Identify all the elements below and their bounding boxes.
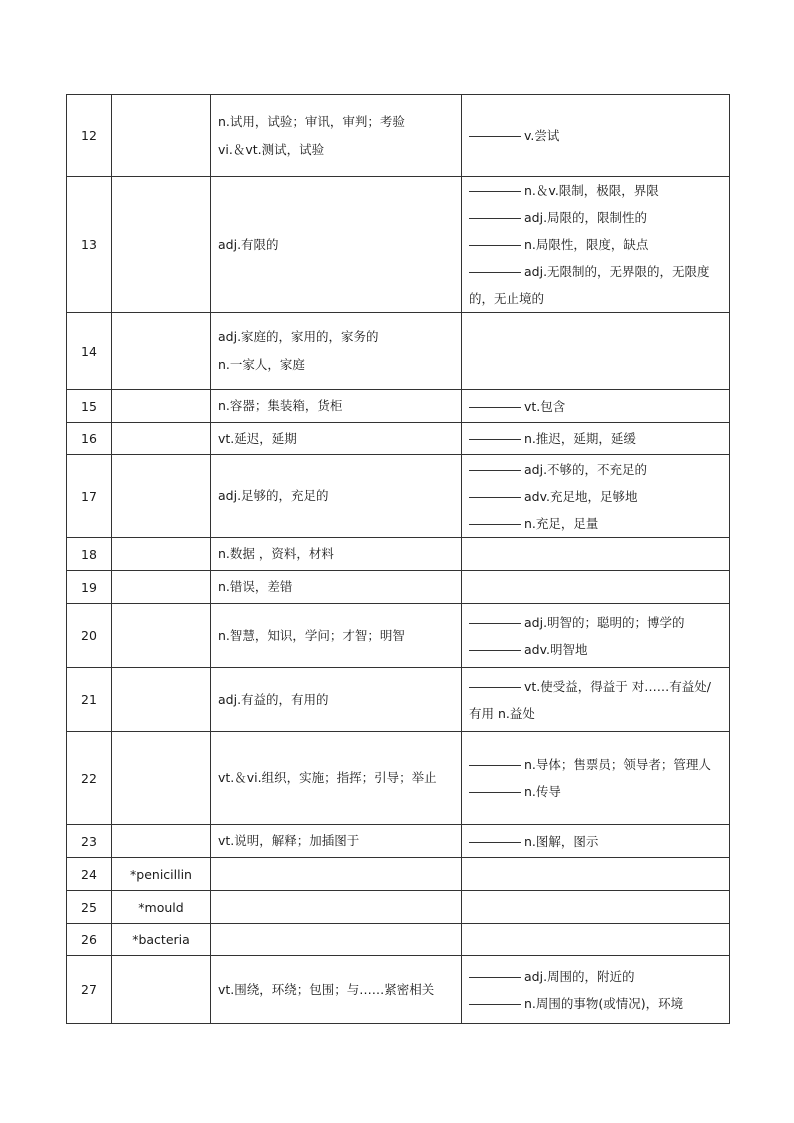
- word-cell: [112, 956, 211, 1024]
- meaning-line: adj.有益的，有用的: [218, 691, 329, 707]
- table-row: [67, 956, 730, 1024]
- meaning-cell: [211, 732, 462, 825]
- derivatives-cell: [462, 825, 730, 858]
- word-cell: *bacteria: [112, 924, 211, 956]
- derivatives-cell: [462, 571, 730, 604]
- answer-blank[interactable]: [469, 976, 521, 978]
- derivative-text: adv.充足地，足够地: [524, 488, 638, 504]
- derivatives-cell: [462, 956, 730, 1024]
- meaning-cell: [211, 956, 462, 1024]
- meaning-cell: [211, 924, 462, 956]
- meaning-cell: [211, 390, 462, 423]
- derivative-text: n.充足，足量: [524, 515, 599, 531]
- answer-blank[interactable]: [469, 1003, 521, 1005]
- row-number: 27: [67, 956, 112, 1024]
- derivative-text: n.推迟，延期，延缓: [524, 431, 636, 446]
- row-number: 18: [67, 538, 112, 571]
- derivatives-cell: [462, 924, 730, 956]
- answer-blank[interactable]: [469, 469, 521, 471]
- table-row: [67, 668, 730, 732]
- derivative-line: [469, 456, 722, 483]
- answer-blank[interactable]: [469, 841, 521, 843]
- answer-blank[interactable]: [469, 217, 521, 219]
- meaning-line: n.错误，差错: [218, 579, 293, 594]
- row-number: 19: [67, 571, 112, 604]
- derivatives-cell: [462, 177, 730, 313]
- derivative-text: n.＆v.限制，极限，界限: [524, 183, 659, 198]
- table-row: [67, 423, 730, 455]
- meaning-cell: [211, 313, 462, 390]
- derivatives-cell: [462, 538, 730, 571]
- row-number: 12: [67, 95, 112, 177]
- derivative-line: [469, 673, 722, 727]
- table-row: [67, 891, 730, 924]
- row-number: 21: [67, 668, 112, 732]
- derivatives-cell: [462, 423, 730, 455]
- derivative-text: adj.不够的，不充足的: [524, 461, 648, 477]
- row-number: 16: [67, 423, 112, 455]
- derivative-text: n.局限性，限度，缺点: [524, 237, 649, 252]
- row-number: 14: [67, 313, 112, 390]
- derivative-line: [469, 828, 722, 855]
- derivative-line: [469, 636, 722, 663]
- meaning-line: n.智慧，知识，学问；才智；明智: [218, 627, 405, 643]
- derivative-text: adv.明智地: [524, 641, 588, 657]
- table-row: [67, 390, 730, 423]
- meaning-cell: [211, 538, 462, 571]
- derivative-line: [469, 122, 722, 149]
- answer-blank[interactable]: [469, 244, 521, 246]
- table-row: [67, 571, 730, 604]
- meaning-line: vt.延迟，延期: [218, 430, 297, 446]
- meaning-line: vt.围绕，环绕；包围；与……紧密相关: [218, 981, 435, 997]
- answer-blank[interactable]: [469, 523, 521, 525]
- answer-blank[interactable]: [469, 190, 521, 192]
- answer-blank[interactable]: [469, 622, 521, 624]
- table-row: [67, 604, 730, 668]
- row-number: 13: [67, 177, 112, 313]
- meaning-line: vt.说明，解释；加插图于: [218, 833, 360, 848]
- answer-blank[interactable]: [469, 135, 521, 137]
- word-cell: *mould: [112, 891, 211, 924]
- meaning-cell: [211, 858, 462, 891]
- derivatives-cell: [462, 732, 730, 825]
- meaning-line: n.数据 ，资料，材料: [218, 546, 334, 561]
- answer-blank[interactable]: [469, 686, 521, 688]
- derivative-line: [469, 963, 722, 990]
- derivative-text: vt.使受益，得益于 对……有益处/有用 n.益处: [469, 678, 711, 721]
- row-number: 22: [67, 732, 112, 825]
- meaning-cell: [211, 825, 462, 858]
- derivatives-cell: [462, 604, 730, 668]
- derivatives-cell: [462, 313, 730, 390]
- derivative-line: [469, 177, 722, 204]
- meaning-cell: [211, 423, 462, 455]
- answer-blank[interactable]: [469, 791, 521, 793]
- derivatives-cell: [462, 455, 730, 538]
- meaning-cell: [211, 455, 462, 538]
- word-cell: [112, 538, 211, 571]
- meaning-line: n.一家人，家庭: [218, 357, 305, 372]
- derivative-text: n.导体；售票员；领导者；管理人: [524, 757, 711, 772]
- table-row: [67, 825, 730, 858]
- answer-blank[interactable]: [469, 271, 521, 273]
- row-number: 23: [67, 825, 112, 858]
- meaning-cell: [211, 177, 462, 313]
- derivative-line: [469, 778, 722, 805]
- meaning-cell: [211, 95, 462, 177]
- derivatives-cell: [462, 858, 730, 891]
- derivatives-cell: [462, 390, 730, 423]
- derivative-text: n.周围的事物(或情况)，环境: [524, 995, 684, 1011]
- meaning-line: vt.＆vi.组织，实施；指挥；引导；举止: [218, 770, 437, 785]
- table-row: [67, 313, 730, 390]
- meaning-line: adj.足够的，充足的: [218, 488, 329, 503]
- meaning-line: adj.有限的: [218, 236, 279, 252]
- table-row: [67, 455, 730, 538]
- table-row: [67, 538, 730, 571]
- word-cell: [112, 390, 211, 423]
- derivative-text: vt.包含: [524, 398, 566, 414]
- word-cell: [112, 732, 211, 825]
- row-number: 26: [67, 924, 112, 956]
- derivative-text: adj.无限制的，无界限的，无限度的，无止境的: [469, 264, 710, 306]
- table-row: [67, 177, 730, 313]
- derivative-text: adj.明智的；聪明的；博学的: [524, 614, 685, 630]
- row-number: 15: [67, 390, 112, 423]
- meaning-line: vi.＆vt.测试，试验: [218, 141, 325, 157]
- table-row: [67, 858, 730, 891]
- word-cell: [112, 177, 211, 313]
- table-row: [67, 95, 730, 177]
- meaning-cell: [211, 891, 462, 924]
- derivative-line: [469, 393, 722, 420]
- derivatives-cell: [462, 95, 730, 177]
- derivative-text: adj.局限的，限制性的: [524, 210, 648, 225]
- row-number: 17: [67, 455, 112, 538]
- word-cell: [112, 95, 211, 177]
- vocabulary-table: [66, 94, 730, 1024]
- derivative-line: [469, 231, 722, 258]
- derivative-text: n.图解，图示: [524, 833, 599, 849]
- derivative-text: adj.周围的，附近的: [524, 968, 635, 984]
- word-cell: [112, 313, 211, 390]
- derivative-line: [469, 609, 722, 636]
- meaning-cell: [211, 571, 462, 604]
- word-cell: [112, 825, 211, 858]
- meaning-line: n.容器；集装箱，货柜: [218, 398, 343, 413]
- word-cell: [112, 604, 211, 668]
- answer-blank[interactable]: [469, 406, 521, 408]
- word-cell: [112, 455, 211, 538]
- derivative-line: [469, 751, 722, 778]
- word-cell: [112, 423, 211, 455]
- answer-blank[interactable]: [469, 496, 521, 498]
- meaning-line: n.试用，试验；审讯，审判；考验: [218, 113, 405, 129]
- row-number: 25: [67, 891, 112, 924]
- row-number: 20: [67, 604, 112, 668]
- derivative-text: n.传导: [524, 784, 561, 799]
- answer-blank[interactable]: [469, 649, 521, 651]
- meaning-cell: [211, 604, 462, 668]
- derivative-text: v.尝试: [524, 128, 560, 143]
- derivative-line: [469, 425, 722, 452]
- word-cell: *penicillin: [112, 858, 211, 891]
- word-cell: [112, 668, 211, 732]
- answer-blank[interactable]: [469, 764, 521, 766]
- derivatives-cell: [462, 891, 730, 924]
- meaning-cell: [211, 668, 462, 732]
- derivative-line: [469, 990, 722, 1017]
- row-number: 24: [67, 858, 112, 891]
- meaning-line: adj.家庭的，家用的，家务的: [218, 329, 379, 344]
- derivatives-cell: [462, 668, 730, 732]
- derivative-line: [469, 483, 722, 510]
- table-row: [67, 732, 730, 825]
- derivative-line: [469, 258, 722, 312]
- word-cell: [112, 571, 211, 604]
- derivative-line: [469, 204, 722, 231]
- answer-blank[interactable]: [469, 438, 521, 440]
- derivative-line: [469, 510, 722, 537]
- table-row: [67, 924, 730, 956]
